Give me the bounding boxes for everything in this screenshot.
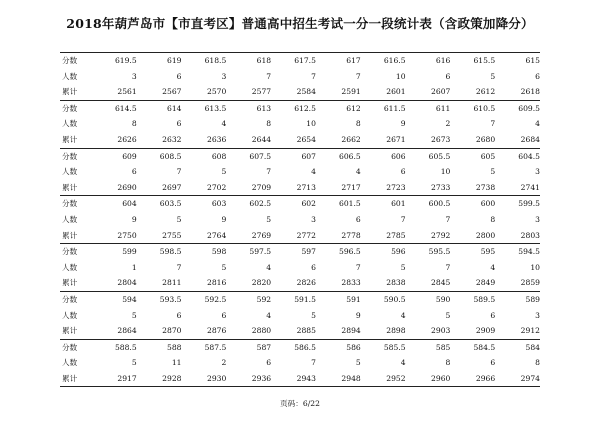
table-cell: 10	[306, 119, 316, 129]
cumulative-row	[60, 132, 540, 148]
table-cell: 2636	[206, 134, 227, 144]
table-cell: 610.5	[473, 103, 496, 113]
score-row	[60, 292, 540, 308]
table-cell: 2943	[296, 373, 316, 383]
table-cell: 2702	[206, 182, 227, 192]
table-cell: 8	[131, 119, 137, 129]
table-block	[60, 52, 540, 100]
score-row	[60, 244, 540, 260]
table-cell: 590.5	[383, 294, 406, 304]
table-cell: 5	[400, 262, 406, 272]
table-cell: 2626	[117, 134, 137, 144]
table-cell: 585	[435, 342, 451, 352]
table-cell: 6	[176, 71, 182, 81]
table-cell: 2741	[520, 182, 540, 192]
table-cell: 6	[355, 214, 361, 224]
table-cell: 4	[535, 119, 540, 129]
table-cell: 2567	[162, 87, 182, 97]
count-row	[60, 164, 540, 180]
table-cell: 2709	[251, 182, 272, 192]
table-cell: 599	[122, 247, 137, 257]
table-cell: 2838	[386, 278, 406, 288]
table-cell: 608.5	[159, 151, 182, 161]
table-cell: 6	[535, 71, 540, 81]
table-cell: 2864	[117, 326, 137, 336]
table-cell: 2820	[251, 278, 272, 288]
table-cell: 5	[221, 262, 227, 272]
table-cell: 601	[391, 199, 406, 209]
table-cell: 11	[171, 358, 182, 368]
table-cell: 8	[535, 358, 540, 368]
table-cell: 595	[480, 247, 496, 257]
table-cell: 2859	[520, 278, 540, 288]
table-cell: 603.5	[159, 199, 182, 209]
table-cell: 8	[355, 119, 361, 129]
table-cell: 1	[131, 262, 137, 272]
row-label: 人数	[62, 71, 78, 81]
table-cell: 7	[445, 262, 451, 272]
table-cell: 5	[490, 71, 496, 81]
table-cell: 3	[535, 167, 540, 177]
table-cell: 2	[445, 119, 451, 129]
table-cell: 4	[400, 310, 406, 320]
table-cell: 3	[535, 214, 540, 224]
table-cell: 5	[221, 167, 227, 177]
table-cell: 612.5	[294, 103, 316, 113]
table-cell: 9	[400, 119, 406, 129]
table-cell: 6	[311, 262, 316, 272]
table-cell: 4	[355, 167, 361, 177]
table-cell: 2697	[162, 182, 182, 192]
table-cell: 2792	[431, 230, 451, 240]
row-label: 人数	[62, 167, 78, 177]
table-cell: 598.5	[159, 247, 182, 257]
cumulative-row	[60, 228, 540, 244]
table-cell: 617.5	[294, 56, 316, 65]
table-cell: 6	[221, 310, 227, 320]
count-row	[60, 69, 540, 85]
table-cell: 2684	[520, 134, 540, 144]
table-cell: 2898	[386, 326, 406, 336]
table-cell: 2750	[117, 230, 137, 240]
table-block	[60, 195, 540, 243]
table-cell: 606	[391, 151, 406, 161]
row-label: 分数	[62, 151, 78, 161]
table-cell: 2680	[475, 134, 496, 144]
table-cell: 4	[266, 310, 272, 320]
table-cell: 594	[122, 294, 137, 304]
table-cell: 6	[176, 310, 182, 320]
count-row	[60, 260, 540, 276]
table-cell: 589	[525, 294, 540, 304]
table-cell: 2612	[475, 87, 496, 97]
score-row	[60, 340, 540, 356]
table-cell: 7	[176, 262, 182, 272]
table-cell: 6	[131, 167, 137, 177]
table-cell: 2880	[251, 326, 272, 336]
row-label: 累计	[62, 134, 78, 144]
table-cell: 604	[122, 199, 137, 209]
table-cell: 2936	[251, 373, 272, 383]
table-cell: 616	[435, 56, 451, 65]
table-cell: 596	[391, 247, 406, 257]
table-cell: 600	[480, 199, 496, 209]
table-cell: 2803	[520, 230, 540, 240]
table-cell: 602	[301, 199, 316, 209]
table-cell: 2928	[162, 373, 182, 383]
table-cell: 2948	[341, 373, 361, 383]
table-cell: 607.5	[249, 151, 272, 161]
table-cell: 618.5	[204, 56, 227, 65]
table-cell: 3	[311, 214, 316, 224]
table-cell: 2618	[520, 87, 540, 97]
table-cell: 2845	[431, 278, 451, 288]
table-cell: 614.5	[114, 103, 137, 113]
row-label: 人数	[62, 262, 78, 272]
table-cell: 601.5	[339, 199, 361, 209]
table-cell: 7	[400, 214, 406, 224]
table-cell: 3	[535, 310, 540, 320]
table-cell: 6	[445, 71, 451, 81]
table-cell: 6	[176, 119, 182, 129]
table-cell: 611.5	[383, 103, 406, 113]
table-block	[60, 243, 540, 291]
table-cell: 618	[256, 56, 272, 65]
table-cell: 591	[346, 294, 361, 304]
table-block	[60, 291, 540, 339]
table-cell: 10	[530, 262, 540, 272]
table-cell: 2607	[431, 87, 451, 97]
table-cell: 2804	[117, 278, 137, 288]
table-cell: 605	[480, 151, 496, 161]
table-cell: 603	[211, 199, 227, 209]
table-cell: 589.5	[473, 294, 496, 304]
table-cell: 2713	[296, 182, 316, 192]
table-cell: 2764	[206, 230, 227, 240]
table-cell: 2561	[117, 87, 137, 97]
table-cell: 2894	[341, 326, 361, 336]
table-cell: 8	[490, 214, 496, 224]
table-cell: 5	[445, 310, 451, 320]
table-cell: 5	[176, 214, 182, 224]
page-title: 2018年葫芦岛市【市直考区】普通高中招生考试一分一段统计表（含政策加降分）	[66, 16, 534, 31]
table-cell: 597	[301, 247, 316, 257]
table-cell: 588	[167, 342, 182, 352]
table-cell: 592.5	[204, 294, 227, 304]
table-cell: 592	[256, 294, 272, 304]
row-label: 累计	[62, 373, 78, 383]
table-cell: 9	[221, 214, 227, 224]
table-cell: 4	[266, 262, 272, 272]
table-cell: 617	[346, 56, 361, 65]
count-row	[60, 212, 540, 228]
table-cell: 611	[435, 103, 451, 113]
score-distribution-table	[60, 52, 540, 387]
table-cell: 2632	[162, 134, 182, 144]
table-cell: 2885	[296, 326, 316, 336]
table-cell: 2717	[341, 182, 361, 192]
table-cell: 609.5	[518, 103, 540, 113]
table-cell: 613	[256, 103, 272, 113]
table-cell: 7	[266, 71, 272, 81]
table-cell: 7	[266, 167, 272, 177]
score-row	[60, 149, 540, 165]
table-cell: 4	[490, 262, 496, 272]
table-cell: 8	[445, 358, 451, 368]
table-cell: 10	[395, 71, 406, 81]
table-cell: 5	[355, 358, 361, 368]
count-row	[60, 308, 540, 324]
table-cell: 2966	[475, 373, 496, 383]
table-cell: 8	[266, 119, 272, 129]
table-cell: 600.5	[428, 199, 451, 209]
table-cell: 2778	[341, 230, 361, 240]
table-cell: 2849	[475, 278, 496, 288]
table-cell: 605.5	[428, 151, 451, 161]
table-cell: 2	[221, 358, 227, 368]
table-cell: 2833	[341, 278, 361, 288]
table-cell: 2912	[520, 326, 540, 336]
table-block	[60, 148, 540, 196]
row-label: 分数	[62, 247, 78, 257]
score-row	[60, 196, 540, 212]
table-cell: 2738	[475, 182, 496, 192]
table-cell: 585.5	[383, 342, 406, 352]
table-cell: 10	[440, 167, 451, 177]
table-cell: 615.5	[473, 56, 496, 65]
table-cell: 6	[490, 310, 496, 320]
count-row	[60, 116, 540, 132]
cumulative-row	[60, 275, 540, 291]
table-cell: 2601	[386, 87, 406, 97]
table-cell: 612	[346, 103, 361, 113]
count-row	[60, 355, 540, 371]
table-cell: 602.5	[249, 199, 272, 209]
table-cell: 2930	[206, 373, 227, 383]
table-block	[60, 339, 540, 388]
table-cell: 9	[131, 214, 137, 224]
table-cell: 2690	[117, 182, 137, 192]
cumulative-row	[60, 180, 540, 196]
cumulative-row	[60, 323, 540, 339]
table-cell: 619.5	[114, 56, 137, 65]
table-cell: 606.5	[339, 151, 361, 161]
table-cell: 594.5	[518, 247, 540, 257]
cumulative-row	[60, 371, 540, 387]
table-cell: 2903	[431, 326, 451, 336]
table-cell: 7	[355, 71, 361, 81]
table-cell: 5	[490, 167, 496, 177]
table-cell: 2960	[431, 373, 451, 383]
table-cell: 2811	[162, 278, 182, 288]
table-cell: 2952	[386, 373, 406, 383]
table-cell: 2826	[296, 278, 316, 288]
table-cell: 598	[211, 247, 227, 257]
table-cell: 4	[311, 167, 316, 177]
table-cell: 608	[211, 151, 227, 161]
table-cell: 615	[525, 56, 540, 65]
table-cell: 5	[266, 214, 272, 224]
table-cell: 2755	[162, 230, 182, 240]
table-cell: 604.5	[518, 151, 540, 161]
table-cell: 2785	[386, 230, 406, 240]
score-row	[60, 101, 540, 117]
table-cell: 3	[221, 71, 227, 81]
table-cell: 609	[122, 151, 137, 161]
table-cell: 2909	[475, 326, 496, 336]
table-cell: 5	[311, 310, 316, 320]
table-cell: 2733	[431, 182, 451, 192]
table-cell: 2870	[162, 326, 182, 336]
table-cell: 2654	[296, 134, 316, 144]
table-cell: 7	[355, 262, 361, 272]
table-cell: 7	[490, 119, 496, 129]
table-cell: 2974	[520, 373, 540, 383]
table-cell: 616.5	[383, 56, 406, 65]
table-cell: 6	[400, 167, 406, 177]
table-cell: 2570	[206, 87, 227, 97]
table-cell: 586.5	[294, 342, 316, 352]
table-cell: 2723	[386, 182, 406, 192]
row-label: 分数	[62, 199, 78, 209]
table-cell: 6	[266, 358, 272, 368]
page-number: 页码：6/22	[280, 399, 320, 408]
table-cell: 587	[256, 342, 272, 352]
table-cell: 7	[311, 358, 316, 368]
table-cell: 607	[301, 151, 316, 161]
table-cell: 595.5	[428, 247, 451, 257]
row-label: 人数	[62, 119, 78, 129]
table-cell: 2591	[341, 87, 361, 97]
table-cell: 5	[131, 310, 137, 320]
cumulative-row	[60, 84, 540, 100]
row-label: 分数	[62, 342, 78, 352]
table-block	[60, 100, 540, 148]
table-cell: 5	[131, 358, 137, 368]
table-cell: 6	[490, 358, 496, 368]
table-cell: 599.5	[518, 199, 540, 209]
score-row	[60, 53, 540, 69]
row-label: 人数	[62, 358, 78, 368]
row-label: 人数	[62, 310, 78, 320]
row-label: 分数	[62, 294, 78, 304]
table-cell: 584.5	[473, 342, 496, 352]
table-cell: 4	[221, 119, 227, 129]
table-cell: 9	[355, 310, 361, 320]
row-label: 人数	[62, 214, 78, 224]
table-cell: 593.5	[159, 294, 182, 304]
table-cell: 590	[435, 294, 451, 304]
table-cell: 2769	[251, 230, 272, 240]
table-cell: 7	[176, 167, 182, 177]
row-label: 累计	[62, 182, 78, 192]
table-cell: 2800	[475, 230, 496, 240]
table-cell: 4	[400, 358, 406, 368]
row-label: 累计	[62, 326, 78, 336]
row-label: 分数	[62, 103, 78, 113]
table-cell: 7	[311, 71, 316, 81]
row-label: 累计	[62, 230, 78, 240]
table-cell: 2662	[341, 134, 361, 144]
table-cell: 2644	[251, 134, 272, 144]
table-cell: 2671	[386, 134, 406, 144]
row-label: 累计	[62, 87, 78, 97]
table-cell: 2673	[431, 134, 451, 144]
table-cell: 587.5	[204, 342, 227, 352]
table-cell: 619	[167, 56, 182, 65]
table-cell: 597.5	[249, 247, 272, 257]
table-cell: 596.5	[339, 247, 361, 257]
table-cell: 2772	[296, 230, 316, 240]
table-cell: 2577	[251, 87, 272, 97]
table-cell: 2917	[117, 373, 137, 383]
row-label: 累计	[62, 278, 78, 288]
table-cell: 591.5	[294, 294, 316, 304]
table-cell: 2876	[206, 326, 227, 336]
table-cell: 586	[346, 342, 361, 352]
row-label: 分数	[62, 56, 78, 65]
table-cell: 7	[445, 214, 451, 224]
table-cell: 613.5	[204, 103, 227, 113]
table-cell: 2816	[206, 278, 227, 288]
table-cell: 3	[131, 71, 137, 81]
table-cell: 588.5	[114, 342, 137, 352]
table-cell: 2584	[296, 87, 316, 97]
table-cell: 614	[167, 103, 182, 113]
table-cell: 584	[525, 342, 540, 352]
